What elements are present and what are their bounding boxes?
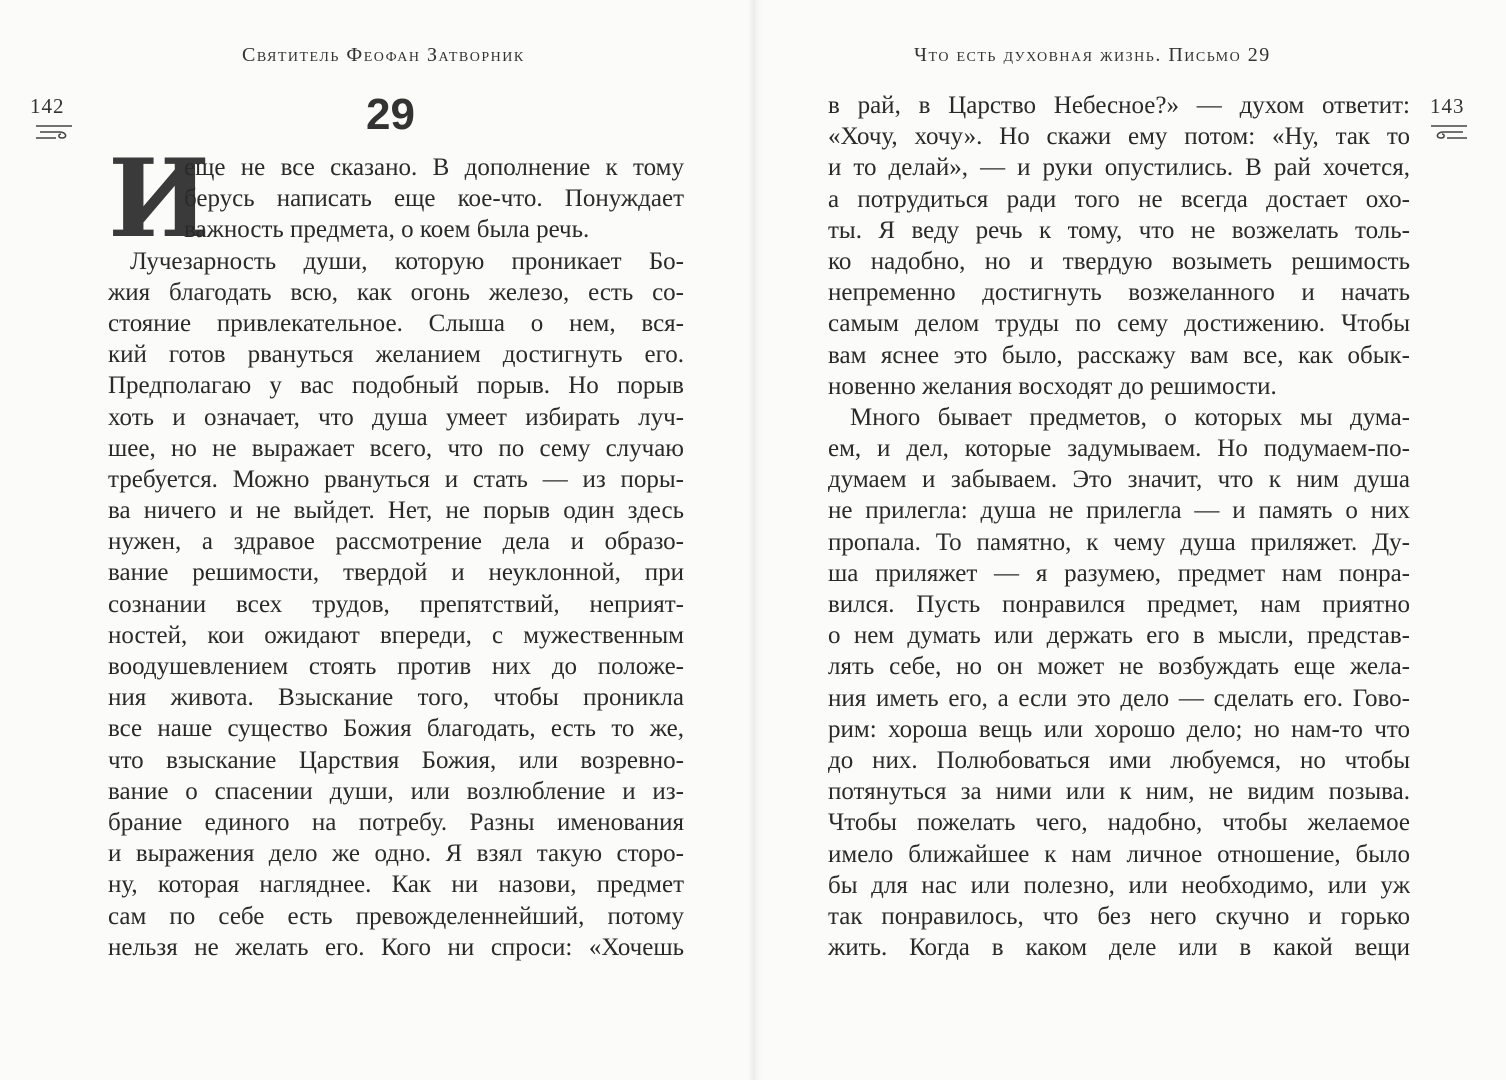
text-line: пропала. То памятно, к чему душа приляжет. Ду- xyxy=(828,528,1410,556)
text-line: не прилегла: душа не прилегла — и память о них xyxy=(828,497,1410,525)
text-line: брание единого на потребу. Разны именования xyxy=(108,808,684,836)
wave-ornament-icon xyxy=(1427,120,1469,142)
text-line: требуется. Можно рвануться и стать — из поры- xyxy=(108,465,684,493)
text-line: непременно достигнуть возжеланного и начать xyxy=(828,279,1410,307)
text-line: а потрудиться ради того не всегда достает охо- xyxy=(828,185,1410,213)
body-text xyxy=(828,90,1410,963)
page-number: 142 xyxy=(30,94,65,118)
body-text xyxy=(108,136,684,963)
text-line: воодушевлением стоять против них до положе- xyxy=(108,653,684,680)
text-line: стояние привлекательное. Слыша о нем, вся- xyxy=(108,309,684,337)
text-line: ния иметь его, а если это дело — сделать его. Гово- xyxy=(828,684,1410,712)
left-page xyxy=(0,0,752,1080)
text-line: хоть и означает, что душа умеет избирать луч- xyxy=(108,403,684,431)
text-line: «Хочу, хочу». Но скажи ему потом: «Ну, так то xyxy=(828,123,1410,151)
text-line: имело ближайшее к нам личное отношение, было xyxy=(828,840,1410,868)
text-line: бы для нас или полезно, или необходимо, или уж xyxy=(828,871,1410,899)
text-line: вание о спасении души, или возлюбление и из- xyxy=(108,777,684,805)
text-line: вание решимости, твердой и неуклонной, при xyxy=(108,559,684,587)
text-line: все наше существо Божия благодать, есть то же, xyxy=(108,715,684,743)
text-line: кий готов рвануться желанием достигнуть его. xyxy=(108,341,684,369)
text-line: берусь написать еще кое-что. Понуждает xyxy=(184,185,684,213)
text-line: Предполагаю у вас подобный порыв. Но порыв xyxy=(108,372,684,400)
text-line: до них. Полюбоваться ими любуемся, но чтобы xyxy=(828,746,1410,774)
wave-ornament-icon xyxy=(34,120,76,142)
text-line: важность предмета, о коем была речь. xyxy=(184,216,590,244)
text-line: жия благодать всю, как огонь железо, есть со- xyxy=(108,278,684,306)
text-line: еще не все сказано. В дополнение к тому xyxy=(184,154,684,181)
running-head-author: Святитель Феофан Затворник xyxy=(242,44,525,66)
text-line: сознании всех трудов, препятствий, неприят- xyxy=(108,590,684,618)
text-line: Чтобы пожелать чего, надобно, чтобы желаемое xyxy=(828,809,1410,837)
right-page xyxy=(754,0,1506,1080)
text-line: вам яснее это было, расскажу вам все, как обык- xyxy=(828,341,1410,369)
text-line: Лучезарность души, которую проникает Бо- xyxy=(130,247,684,275)
text-line: так понравилось, что без него скучно и горько xyxy=(828,902,1410,930)
text-line: нельзя не желать его. Кого ни спроси: «Хочешь xyxy=(108,933,684,961)
text-line: ем, и дел, которые задумываем. Но подумаем-по- xyxy=(828,435,1410,463)
text-line: ты. Я веду речь к тому, что не возжелать толь- xyxy=(828,216,1410,244)
text-line: новенно желания восходят до решимости. xyxy=(828,372,1277,400)
chapter-number: 29 xyxy=(366,90,415,139)
text-line: и выражения дело же одно. Я взял такую сторо- xyxy=(108,840,684,868)
running-head-title: Что есть духовная жизнь. Письмо 29 xyxy=(914,44,1271,66)
text-line: ностей, кои ожидают впереди, с мужественным xyxy=(108,621,684,649)
text-line: рим: хороша вещь или хорошо дело; но нам-то что xyxy=(828,715,1410,743)
text-line: нужен, а здравое рассмотрение дела и образо- xyxy=(108,528,684,556)
text-line: что взыскание Царствия Божия, или возревно- xyxy=(108,746,684,774)
text-line: вился. Пусть понравился предмет, нам приятно xyxy=(828,591,1410,618)
text-line: ша приляжет — я разумею, предмет нам понра- xyxy=(828,559,1410,587)
text-line: ва ничего и не выйдет. Нет, не порыв один здесь xyxy=(108,497,684,525)
text-line: сам по себе есть превожделеннейший, потому xyxy=(108,902,684,930)
page-number: 143 xyxy=(1430,94,1465,118)
text-line: думаем и забываем. Это значит, что к ним душа xyxy=(828,466,1410,494)
text-line: в рай, в Царство Небесное?» — духом ответит: xyxy=(828,92,1410,119)
text-line: шее, но не выражает всего, что по сему случаю xyxy=(108,434,684,462)
drop-cap: И xyxy=(108,136,211,262)
text-line: лять себе, но он может не возбуждать еще жела- xyxy=(828,653,1410,681)
text-line: самым делом труды по сему достижению. Чтобы xyxy=(828,310,1410,338)
text-line: ния живота. Взыскание того, чтобы проникла xyxy=(108,684,684,712)
text-line: Много бывает предметов, о которых мы дума- xyxy=(850,403,1410,431)
text-line: ну, которая нагляднее. Как ни назови, предмет xyxy=(108,871,684,899)
text-line: и то делай», — и руки опустились. В рай хочется, xyxy=(828,154,1410,182)
text-line: потянуться за ними или к ним, не видим позыва. xyxy=(828,778,1410,806)
text-line: жить. Когда в каком деле или в какой вещи xyxy=(828,934,1410,962)
text-line: о нем думать или держать его в мысли, представ- xyxy=(828,622,1410,650)
text-line: ко надобно, но и твердую возыметь решимость xyxy=(828,247,1410,275)
